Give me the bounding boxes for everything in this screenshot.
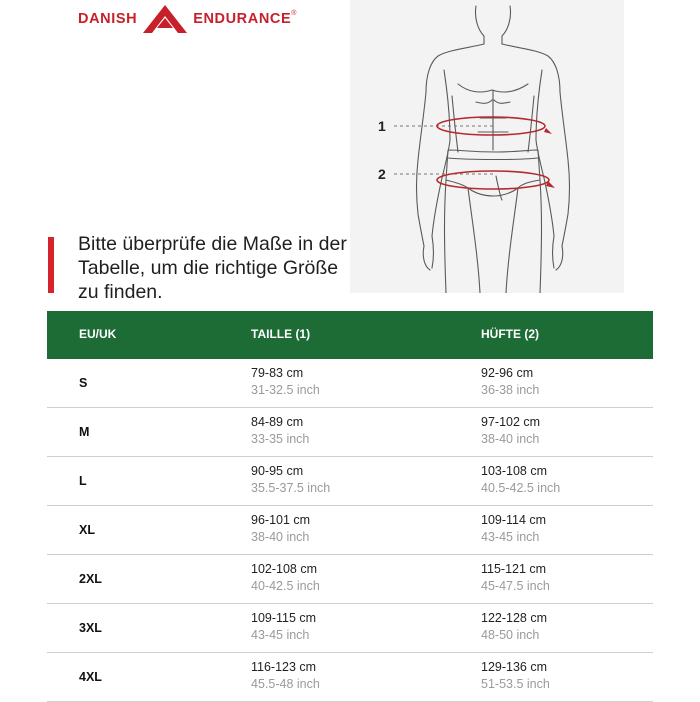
- table-row: [47, 408, 653, 457]
- hip-cell: [481, 659, 550, 693]
- table-row: [47, 555, 653, 604]
- waist-inch: 35.5-37.5 inch: [251, 481, 331, 495]
- size-label: M: [79, 425, 90, 439]
- waist-inch: 43-45 inch: [251, 628, 310, 642]
- registered-mark: ®: [291, 10, 297, 17]
- table-header: [47, 311, 653, 359]
- waist-cm: 116-123 cm: [251, 660, 317, 674]
- size-label: L: [79, 474, 87, 488]
- waist-cell: [251, 659, 320, 693]
- size-label: 2XL: [79, 572, 102, 586]
- hip-inch: 45-47.5 inch: [481, 579, 550, 593]
- waist-cell: [251, 463, 330, 497]
- hip-cm: 97-102 cm: [481, 415, 541, 429]
- waist-inch: 38-40 inch: [251, 530, 310, 544]
- waist-cm: 109-115 cm: [251, 611, 317, 625]
- brand-name-left: DANISH: [78, 11, 138, 27]
- hip-cm: 122-128 cm: [481, 611, 548, 625]
- intro-text: Bitte überprüfe die Maße in der Tabelle, um die richtige Größe zu finden.: [78, 233, 347, 303]
- waist-cm: 96-101 cm: [251, 513, 311, 527]
- hip-inch: 51-53.5 inch: [481, 677, 550, 691]
- size-label: 4XL: [79, 670, 102, 684]
- body-measurement-illustration: [350, 0, 624, 293]
- hip-cm: 129-136 cm: [481, 660, 548, 674]
- header-waist: TAILLE (1): [251, 327, 311, 341]
- hip-cell: [481, 610, 547, 644]
- header-size: EU/UK: [79, 327, 117, 341]
- accent-bar: [48, 237, 54, 293]
- hip-cm: 92-96 cm: [481, 366, 534, 380]
- size-label: S: [79, 376, 88, 390]
- size-label: XL: [79, 523, 95, 537]
- table-row: [47, 457, 653, 506]
- table-row: [47, 653, 653, 702]
- waist-inch: 45.5-48 inch: [251, 677, 320, 691]
- waist-inch: 40-42.5 inch: [251, 579, 320, 593]
- table-row: [47, 604, 653, 653]
- hip-inch: 40.5-42.5 inch: [481, 481, 561, 495]
- table-row: [47, 506, 653, 555]
- waist-inch: 31-32.5 inch: [251, 383, 320, 397]
- size-label: 3XL: [79, 621, 102, 635]
- hip-cell: [481, 512, 546, 546]
- waist-cell: [251, 414, 309, 448]
- hip-cm: 109-114 cm: [481, 513, 547, 527]
- header-hip: HÜFTE (2): [481, 327, 539, 341]
- hip-cell: [481, 365, 539, 399]
- hip-inch: 43-45 inch: [481, 530, 540, 544]
- marker-1-label: 1: [378, 118, 386, 134]
- hip-cell: [481, 414, 540, 448]
- waist-cm: 102-108 cm: [251, 562, 318, 576]
- size-table: [47, 311, 653, 702]
- man-figure-icon: [350, 0, 624, 293]
- waist-cell: [251, 365, 320, 399]
- waist-cell: [251, 512, 310, 546]
- hip-inch: 36-38 inch: [481, 383, 540, 397]
- waist-cm: 84-89 cm: [251, 415, 304, 429]
- hip-cm: 115-121 cm: [481, 562, 547, 576]
- hip-cm: 103-108 cm: [481, 464, 548, 478]
- marker-2-label: 2: [378, 166, 386, 182]
- hip-inch: 48-50 inch: [481, 628, 540, 642]
- waist-cm: 79-83 cm: [251, 366, 304, 380]
- hip-cell: [481, 561, 550, 595]
- hip-cell: [481, 463, 560, 497]
- mountain-logo-icon: [142, 4, 188, 34]
- table-row: [47, 359, 653, 408]
- waist-cell: [251, 561, 320, 595]
- brand-logo: [78, 4, 296, 34]
- waist-inch: 33-35 inch: [251, 432, 310, 446]
- waist-cell: [251, 610, 316, 644]
- hip-inch: 38-40 inch: [481, 432, 540, 446]
- brand-name-right: ENDURANCE: [193, 11, 292, 27]
- waist-cm: 90-95 cm: [251, 464, 304, 478]
